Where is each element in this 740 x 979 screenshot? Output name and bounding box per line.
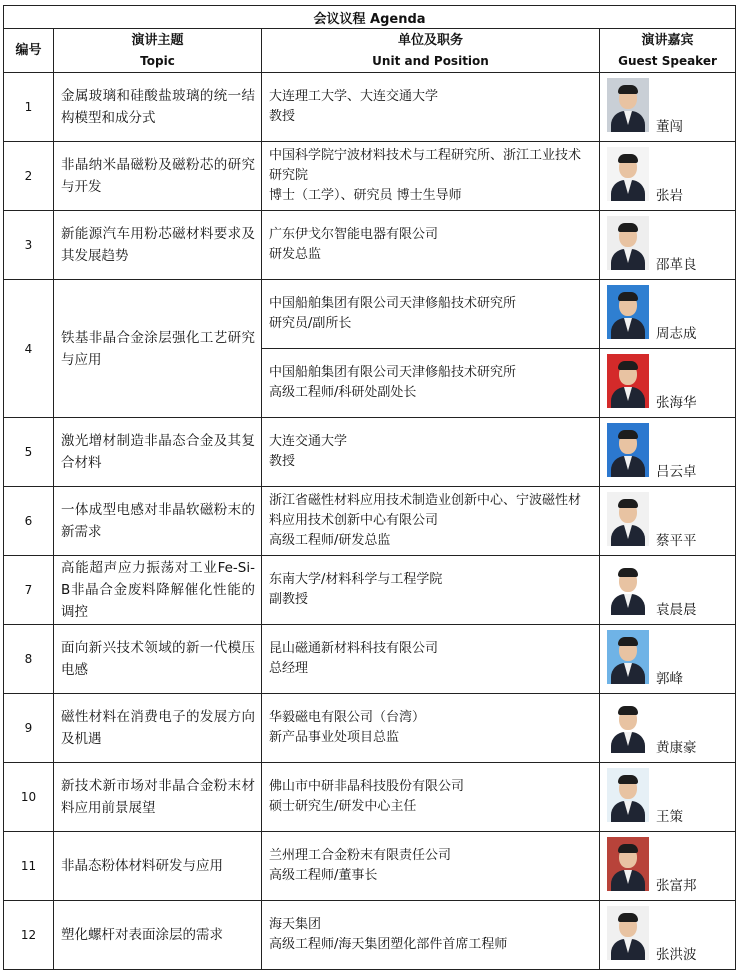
table-title: 会议议程 Agenda (4, 6, 736, 29)
row-number: 7 (4, 556, 54, 625)
unit-line: 东南大学/材料科学与工程学院 (269, 572, 443, 587)
unit-line: 研究员/副所长 (269, 316, 352, 331)
row-unit-position (262, 142, 600, 211)
row-topic: 磁性材料在消费电子的发展方向及机遇 (54, 694, 262, 763)
table-row (4, 211, 736, 280)
row-number: 11 (4, 832, 54, 901)
row-number: 1 (4, 73, 54, 142)
row-topic: 塑化螺杆对表面涂层的需求 (54, 901, 262, 970)
row-speaker (600, 280, 736, 349)
row-number: 2 (4, 142, 54, 211)
row-number: 3 (4, 211, 54, 280)
table-row (4, 763, 736, 832)
agenda-rows (4, 73, 736, 970)
table-row (4, 694, 736, 763)
table-row (4, 625, 736, 694)
unit-line: 海天集团 (269, 917, 322, 932)
row-unit-position (262, 694, 600, 763)
speaker-photo (607, 630, 649, 684)
speaker-photo (607, 285, 649, 339)
row-speaker (600, 832, 736, 901)
row-unit-position (262, 487, 600, 556)
unit-line: 兰州理工合金粉末有限责任公司 (269, 848, 452, 863)
header-speaker-en: Guest Speaker (618, 53, 717, 68)
header-topic-cn: 演讲主题 (131, 32, 184, 48)
unit-line: 中国船舶集团有限公司天津修船技术研究所 (269, 365, 517, 380)
row-unit-position (262, 625, 600, 694)
table-row (4, 487, 736, 556)
speaker-photo (607, 423, 649, 477)
unit-line: 博士（工学）、研究员 博士生导师 (269, 188, 462, 203)
unit-line: 硕士研究生/研发中心主任 (269, 799, 417, 814)
unit-line: 中国科学院宁波材料技术与工程研究所、浙江工业技术研究院 (269, 148, 582, 183)
unit-line: 中国船舶集团有限公司天津修船技术研究所 (269, 296, 517, 311)
unit-line: 研发总监 (269, 247, 322, 262)
unit-line: 教授 (269, 454, 296, 469)
row-speaker (600, 556, 736, 625)
row-unit-position (262, 556, 600, 625)
speaker-photo (607, 216, 649, 270)
row-topic: 高能超声应力振荡对工业Fe-Si-B非晶合金废料降解催化性能的调控 (54, 556, 262, 625)
speaker-name: 董闯 (656, 119, 683, 135)
unit-line: 教授 (269, 109, 296, 124)
table-row (4, 280, 736, 349)
speaker-name: 王策 (656, 809, 683, 825)
speaker-name: 郭峰 (656, 671, 683, 687)
speaker-name: 张洪波 (656, 947, 697, 963)
unit-line: 华毅磁电有限公司（台湾） (269, 710, 426, 725)
unit-line: 高级工程师/海天集团塑化部件首席工程师 (269, 937, 508, 952)
row-topic: 新技术新市场对非晶合金粉末材料应用前景展望 (54, 763, 262, 832)
unit-line: 新产品事业处项目总监 (269, 730, 400, 745)
row-unit-position (262, 901, 600, 970)
speaker-name: 黄康豪 (656, 740, 697, 756)
row-topic: 一体成型电感对非晶软磁粉末的新需求 (54, 487, 262, 556)
unit-line: 大连交通大学 (269, 434, 348, 449)
table-row (4, 901, 736, 970)
header-unit (262, 29, 600, 73)
row-number: 6 (4, 487, 54, 556)
row-topic: 金属玻璃和硅酸盐玻璃的统一结构模型和成分式 (54, 73, 262, 142)
speaker-name: 张海华 (656, 395, 697, 411)
speaker-photo (607, 78, 649, 132)
row-unit-position (262, 763, 600, 832)
unit-line: 高级工程师/研发总监 (269, 533, 391, 548)
row-topic: 非晶纳米晶磁粉及磁粉芯的研究与开发 (54, 142, 262, 211)
header-unit-cn: 单位及职务 (397, 32, 463, 48)
unit-line: 大连理工大学、大连交通大学 (269, 89, 439, 104)
row-unit-position (262, 73, 600, 142)
row-unit-position (262, 418, 600, 487)
speaker-name: 袁晨晨 (656, 602, 697, 618)
row-speaker (600, 625, 736, 694)
speaker-photo (607, 492, 649, 546)
speaker-photo (607, 147, 649, 201)
unit-line: 副教授 (269, 592, 309, 607)
speaker-photo (607, 561, 649, 615)
table-row (4, 73, 736, 142)
header-topic (54, 29, 262, 73)
row-speaker (600, 349, 736, 418)
speaker-photo (607, 699, 649, 753)
row-speaker (600, 487, 736, 556)
row-topic: 面向新兴技术领域的新一代模压电感 (54, 625, 262, 694)
speaker-photo (607, 837, 649, 891)
unit-line: 昆山磁通新材料科技有限公司 (269, 641, 439, 656)
header-unit-en: Unit and Position (372, 53, 489, 68)
speaker-name: 邵革良 (656, 257, 697, 273)
speaker-name: 吕云卓 (656, 464, 697, 480)
row-topic: 新能源汽车用粉芯磁材料要求及其发展趋势 (54, 211, 262, 280)
table-row (4, 142, 736, 211)
speaker-photo (607, 906, 649, 960)
row-number: 4 (4, 280, 54, 418)
unit-line: 浙江省磁性材料应用技术制造业创新中心、宁波磁性材料应用技术创新中心有限公司 (269, 493, 582, 528)
row-speaker (600, 694, 736, 763)
speaker-photo (607, 768, 649, 822)
agenda-table (3, 5, 736, 970)
row-number: 12 (4, 901, 54, 970)
speaker-name: 周志成 (656, 326, 697, 342)
row-topic: 非晶态粉体材料研发与应用 (54, 832, 262, 901)
speaker-name: 张富邦 (656, 878, 697, 894)
row-unit-position (262, 211, 600, 280)
speaker-name: 张岩 (656, 188, 683, 204)
row-speaker (600, 211, 736, 280)
row-speaker (600, 901, 736, 970)
row-speaker (600, 142, 736, 211)
header-speaker (600, 29, 736, 73)
speaker-name: 蔡平平 (656, 533, 697, 549)
header-topic-en: Topic (140, 53, 175, 68)
row-speaker (600, 73, 736, 142)
row-unit-position (262, 349, 600, 418)
row-number: 9 (4, 694, 54, 763)
table-row (4, 556, 736, 625)
unit-line: 总经理 (269, 661, 309, 676)
row-speaker (600, 418, 736, 487)
header-number: 编号 (4, 29, 54, 73)
header-speaker-cn: 演讲嘉宾 (641, 32, 694, 48)
row-number: 5 (4, 418, 54, 487)
unit-line: 广东伊戈尔智能电器有限公司 (269, 227, 439, 242)
row-unit-position (262, 280, 600, 349)
table-row (4, 418, 736, 487)
row-topic: 铁基非晶合金涂层强化工艺研究与应用 (54, 280, 262, 418)
unit-line: 佛山市中研非晶科技股份有限公司 (269, 779, 465, 794)
row-number: 8 (4, 625, 54, 694)
table-row (4, 832, 736, 901)
row-speaker (600, 763, 736, 832)
unit-line: 高级工程师/科研处副处长 (269, 385, 417, 400)
row-number: 10 (4, 763, 54, 832)
row-unit-position (262, 832, 600, 901)
speaker-photo (607, 354, 649, 408)
row-topic: 激光增材制造非晶态合金及其复合材料 (54, 418, 262, 487)
unit-line: 高级工程师/董事长 (269, 868, 378, 883)
